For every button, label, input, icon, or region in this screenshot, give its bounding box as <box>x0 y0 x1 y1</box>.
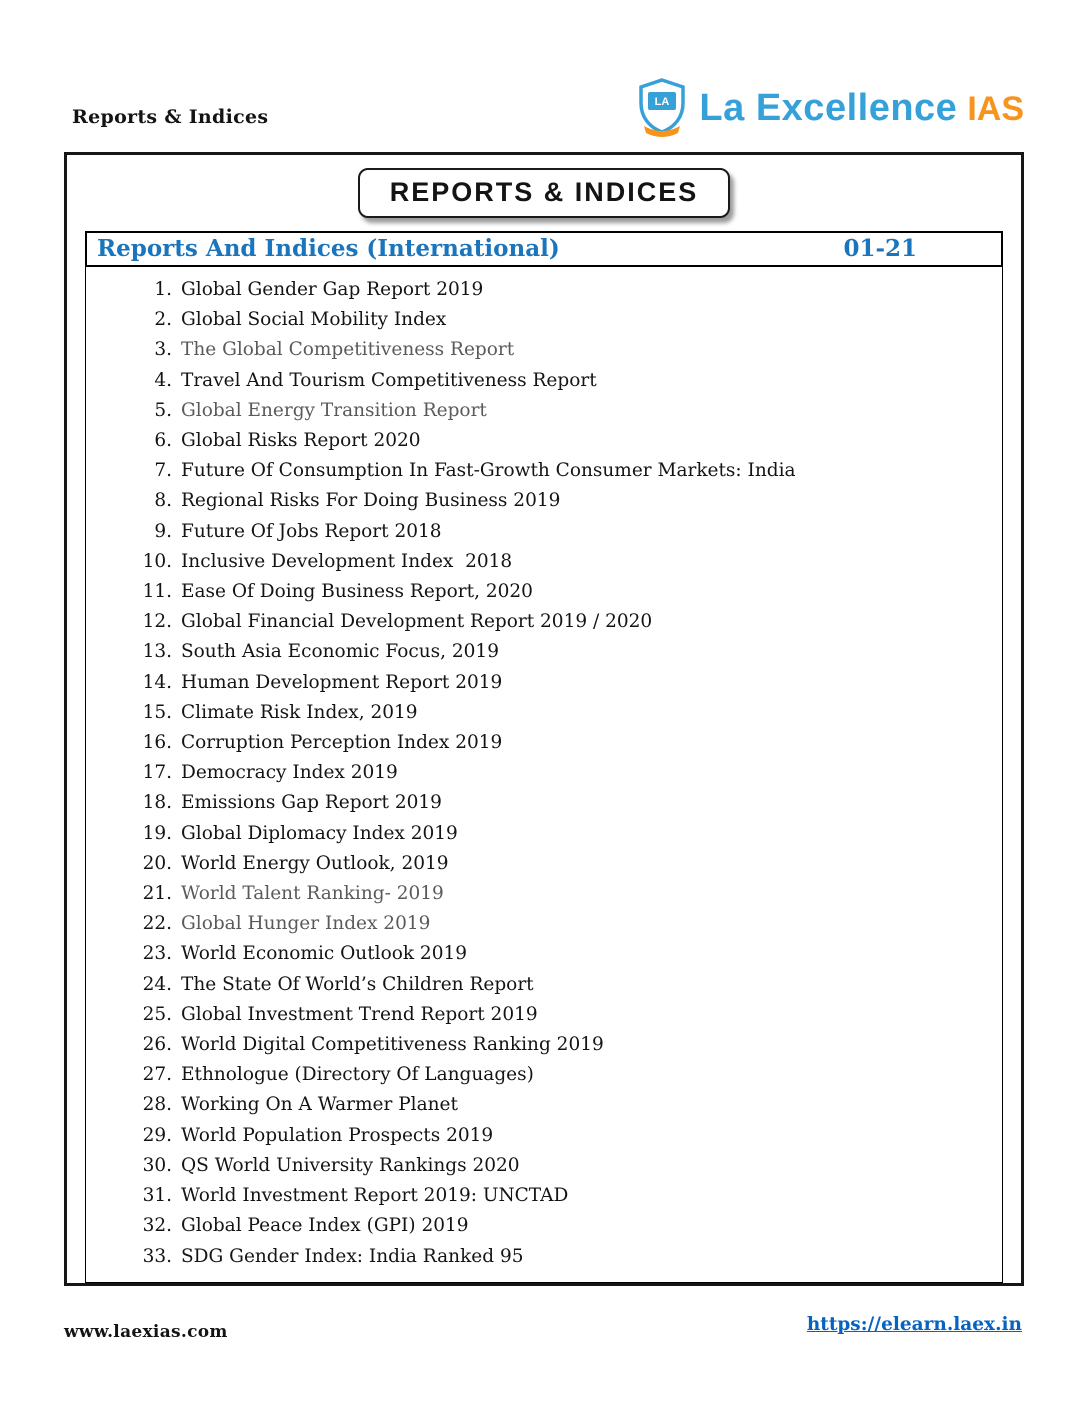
item-text: Corruption Perception Index 2019 <box>181 732 503 754</box>
logo-text-ias: IAS <box>967 90 1024 128</box>
item-number: 9. <box>154 520 172 542</box>
item-text: Global Hunger Index 2019 <box>181 913 431 935</box>
item-text: Future Of Jobs Report 2018 <box>181 520 442 542</box>
list-item <box>86 396 1002 426</box>
item-text: Global Financial Development Report 2019 / 2020 <box>181 611 653 633</box>
list-item <box>86 698 1002 728</box>
item-number: 11. <box>142 581 172 603</box>
list-item <box>86 305 1002 335</box>
item-number: 32. <box>142 1215 172 1237</box>
logo-shield-initials: LA <box>655 96 670 108</box>
item-text: Democracy Index 2019 <box>181 762 398 784</box>
item-number: 19. <box>142 822 172 844</box>
item-number: 23. <box>142 943 172 965</box>
list-item <box>86 1211 1002 1241</box>
item-number: 25. <box>142 1003 172 1025</box>
item-text: Ethnologue (Directory Of Languages) <box>181 1064 534 1086</box>
item-number: 4. <box>154 369 172 391</box>
item-number: 3. <box>154 339 172 361</box>
item-number: 6. <box>154 430 172 452</box>
list-item <box>86 668 1002 698</box>
list-item <box>86 879 1002 909</box>
item-text: Global Peace Index (GPI) 2019 <box>181 1215 469 1237</box>
item-text: Regional Risks For Doing Business 2019 <box>181 490 561 512</box>
item-text: World Economic Outlook 2019 <box>181 943 468 965</box>
item-text: World Talent Ranking- 2019 <box>181 883 444 905</box>
item-text: Global Energy Transition Report <box>181 399 487 421</box>
logo-text-la-excellence: La Excellence <box>699 87 958 129</box>
item-number: 17. <box>142 762 172 784</box>
list-item <box>86 275 1002 305</box>
item-number: 22. <box>142 913 172 935</box>
list-item <box>86 788 1002 818</box>
item-number: 16. <box>142 732 172 754</box>
footer-website: www.laexias.com <box>64 1322 228 1342</box>
item-number: 20. <box>142 852 172 874</box>
item-text: South Asia Economic Focus, 2019 <box>181 641 499 663</box>
item-text: QS World University Rankings 2020 <box>181 1154 520 1176</box>
list-item <box>86 637 1002 667</box>
item-number: 21. <box>142 883 172 905</box>
list-item <box>86 547 1002 577</box>
list-item <box>86 1121 1002 1151</box>
item-text: World Investment Report 2019: UNCTAD <box>181 1185 569 1207</box>
section-title: Reports And Indices (International) <box>97 235 560 262</box>
item-number: 14. <box>142 671 172 693</box>
item-number: 29. <box>142 1124 172 1146</box>
list-item <box>86 517 1002 547</box>
list-item <box>86 366 1002 396</box>
item-number: 18. <box>142 792 172 814</box>
footer-elearn-link[interactable]: https://elearn.laex.in <box>806 1314 1022 1335</box>
item-number: 1. <box>154 279 172 300</box>
logo-shield-icon <box>635 78 689 138</box>
list-item <box>86 819 1002 849</box>
item-number: 13. <box>142 641 172 663</box>
list-item <box>86 970 1002 1000</box>
list-item <box>86 939 1002 969</box>
item-text: Global Gender Gap Report 2019 <box>181 279 484 300</box>
section-box <box>85 231 1003 1283</box>
item-number: 31. <box>142 1185 172 1207</box>
item-number: 27. <box>142 1064 172 1086</box>
item-text: Climate Risk Index, 2019 <box>181 701 418 723</box>
item-text: World Energy Outlook, 2019 <box>181 852 449 874</box>
item-number: 5. <box>154 399 172 421</box>
item-number: 2. <box>154 309 172 331</box>
item-text: Future Of Consumption In Fast-Growth Consumer Markets: India <box>181 460 796 482</box>
item-text: World Population Prospects 2019 <box>181 1124 494 1146</box>
list-item <box>86 1090 1002 1120</box>
item-number: 15. <box>142 701 172 723</box>
content-frame <box>64 152 1024 1286</box>
item-number: 28. <box>142 1094 172 1116</box>
item-text: SDG Gender Index: India Ranked 95 <box>181 1245 524 1267</box>
item-text: Emissions Gap Report 2019 <box>181 792 442 814</box>
item-text: Travel And Tourism Competitiveness Report <box>181 369 597 391</box>
list-item <box>86 335 1002 365</box>
item-text: Inclusive Development Index 2018 <box>181 550 513 572</box>
list-item <box>86 577 1002 607</box>
list-item <box>86 1242 1002 1272</box>
item-text: The Global Competitiveness Report <box>181 339 515 361</box>
item-number: 24. <box>142 973 172 995</box>
la-excellence-logo <box>635 78 1024 138</box>
list-item <box>86 426 1002 456</box>
list-item <box>86 607 1002 637</box>
list-item <box>86 1181 1002 1211</box>
title-banner-row <box>67 168 1021 218</box>
item-text: World Digital Competitiveness Ranking 2019 <box>181 1034 604 1056</box>
item-text: Human Development Report 2019 <box>181 671 503 693</box>
list-item <box>86 909 1002 939</box>
list-item <box>86 1060 1002 1090</box>
item-text: Global Risks Report 2020 <box>181 430 421 452</box>
list-item <box>86 456 1002 486</box>
list-item <box>86 486 1002 516</box>
item-number: 10. <box>142 550 172 572</box>
section-page-range: 01-21 <box>843 235 917 262</box>
item-text: The State Of World’s Children Report <box>181 973 534 995</box>
list-item <box>86 728 1002 758</box>
item-number: 30. <box>142 1154 172 1176</box>
item-number: 8. <box>154 490 172 512</box>
list-item <box>86 1151 1002 1181</box>
list-item <box>86 1000 1002 1030</box>
logo-wordmark <box>699 89 1024 127</box>
item-text: Global Investment Trend Report 2019 <box>181 1003 538 1025</box>
item-number: 7. <box>154 460 172 482</box>
list-item <box>86 1030 1002 1060</box>
item-text: Global Diplomacy Index 2019 <box>181 822 458 844</box>
page-title: REPORTS & INDICES <box>358 168 731 218</box>
section-header <box>85 231 1003 267</box>
list-item <box>86 758 1002 788</box>
item-text: Global Social Mobility Index <box>181 309 447 331</box>
report-list <box>85 267 1003 1283</box>
item-text: Working On A Warmer Planet <box>181 1094 458 1116</box>
item-number: 12. <box>142 611 172 633</box>
item-number: 26. <box>142 1034 172 1056</box>
item-text: Ease Of Doing Business Report, 2020 <box>181 581 533 603</box>
document-header-title: Reports & Indices <box>72 106 269 128</box>
item-number: 33. <box>142 1245 172 1267</box>
list-item <box>86 849 1002 879</box>
